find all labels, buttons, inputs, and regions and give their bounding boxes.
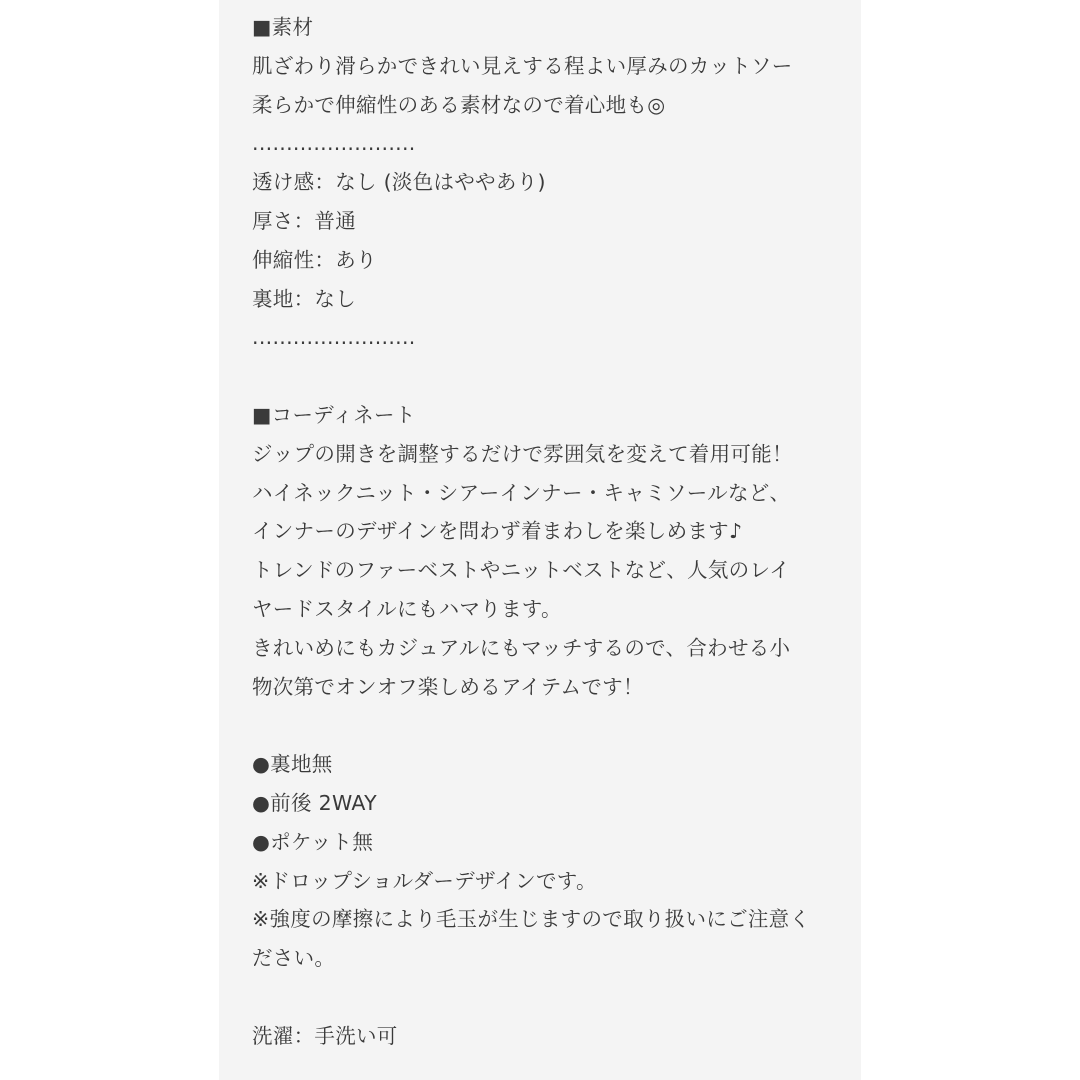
blank-line — [252, 357, 842, 396]
description-line: トレンドのファーベストやニットベストなど、人気のレイ — [252, 558, 791, 583]
description-line: 肌ざわり滑らかできれい見えする程よい厚みのカットソー — [252, 53, 793, 78]
product-description — [252, 8, 842, 1056]
blank-line — [252, 706, 842, 745]
spec-transparency: 透け感：なし (淡色はややあり) — [252, 170, 546, 195]
description-line: きれいめにもカジュアルにもマッチするので、合わせる小 — [252, 635, 791, 660]
note-line: ※強度の摩擦により毛玉が生じますので取り扱いにご注意く — [252, 907, 811, 932]
feature-bullet: ●ポケット無 — [252, 829, 374, 854]
description-line: 物次第でオンオフ楽しめるアイテムです！ — [252, 674, 644, 699]
note-line: ださい。 — [252, 946, 336, 971]
section-heading-material: ■素材 — [252, 15, 314, 39]
description-line: ジップの開きを調整するだけで雰囲気を変えて着用可能！ — [252, 441, 793, 466]
spec-thickness: 厚さ：普通 — [252, 208, 356, 233]
blank-line — [252, 978, 842, 1017]
spec-stretch: 伸縮性：あり — [252, 247, 377, 272]
feature-bullet: ●前後 2WAY — [252, 790, 377, 815]
description-line: ヤードスタイルにもハマります。 — [252, 596, 562, 621]
care-instructions: 洗濯：手洗い可 — [252, 1023, 398, 1048]
dotted-divider: ........................ — [252, 325, 416, 350]
spec-lining: 裏地：なし — [252, 286, 356, 311]
description-line: ハイネックニット・シアーインナー・キャミソールなど、 — [252, 480, 791, 505]
description-line: インナーのデザインを問わず着まわしを楽しめます♪ — [252, 519, 743, 544]
dotted-divider: ........................ — [252, 131, 416, 156]
section-heading-coordinate: ■コーディネート — [252, 402, 416, 427]
feature-bullet: ●裏地無 — [252, 752, 333, 777]
description-line: 柔らかで伸縮性のある素材なので着心地も◎ — [252, 92, 666, 117]
note-line: ※ドロップショルダーデザインです。 — [252, 868, 597, 893]
